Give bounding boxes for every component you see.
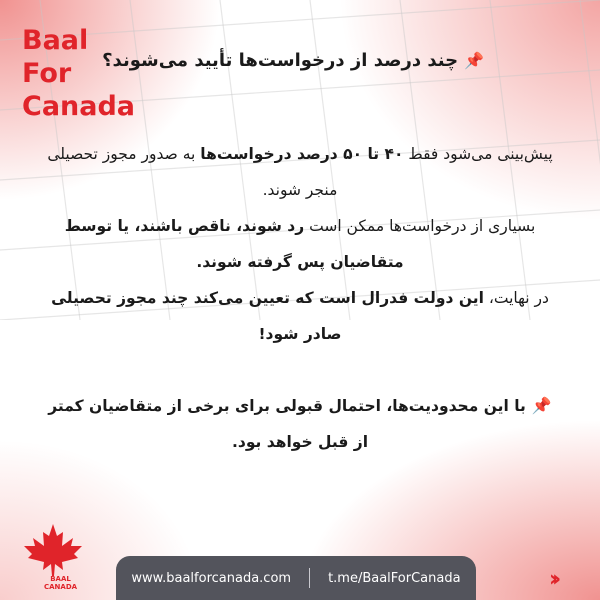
p3-bold: این دولت فدرال است که تعیین می‌کند چند مجوز تحصیلی صادر شود! <box>51 289 484 343</box>
footer-bar <box>116 556 476 600</box>
p4-bold: با این محدودیت‌ها، احتمال قبولی برای برخی از متقاضیان کمتر از قبل خواهد بود. <box>48 397 526 451</box>
p1-text: پیش‌بینی می‌شود فقط <box>403 145 553 163</box>
p3-text: در نهایت، <box>483 289 549 307</box>
logo-line-3: Canada <box>22 91 136 122</box>
maple-text-line-2: CANADA <box>44 583 78 591</box>
pushpin-icon: 📌 <box>464 51 484 70</box>
p2-bold: رد شوند، ناقص باشند، یا توسط متقاضیان پس گرفته شوند. <box>64 217 404 271</box>
pushpin-icon: 📌 <box>531 396 552 415</box>
footer-divider <box>309 568 310 588</box>
maple-brand-text <box>44 575 77 591</box>
telegram-link[interactable]: t.me/BaalForCanada <box>328 570 461 586</box>
p1-text-end: به صدور مجوز تحصیلی منجر شوند. <box>47 145 338 199</box>
paragraph-4 <box>40 388 560 460</box>
paragraph-3 <box>40 280 560 352</box>
p1-bold: ۴۰ تا ۵۰ درصد درخواست‌ها <box>200 145 404 163</box>
p2-text: بسیاری از درخواست‌ها ممکن است <box>304 217 536 235</box>
brand-logo <box>22 24 135 123</box>
maple-leaf-icon <box>18 524 88 576</box>
website-link[interactable]: www.baalforcanada.com <box>131 570 292 586</box>
paragraph-2 <box>40 208 560 280</box>
logo-line-1: Baal <box>22 25 89 56</box>
content-body <box>40 136 560 460</box>
maple-text-line-1: BAAL <box>50 575 71 583</box>
page-title <box>102 50 484 71</box>
logo-line-2: For <box>22 58 72 89</box>
title-text: چند درصد از درخواست‌ها تأیید می‌شوند؟ <box>102 50 459 71</box>
paragraph-1 <box>40 136 560 208</box>
double-chevron-right-icon[interactable]: ›› <box>549 567 556 592</box>
